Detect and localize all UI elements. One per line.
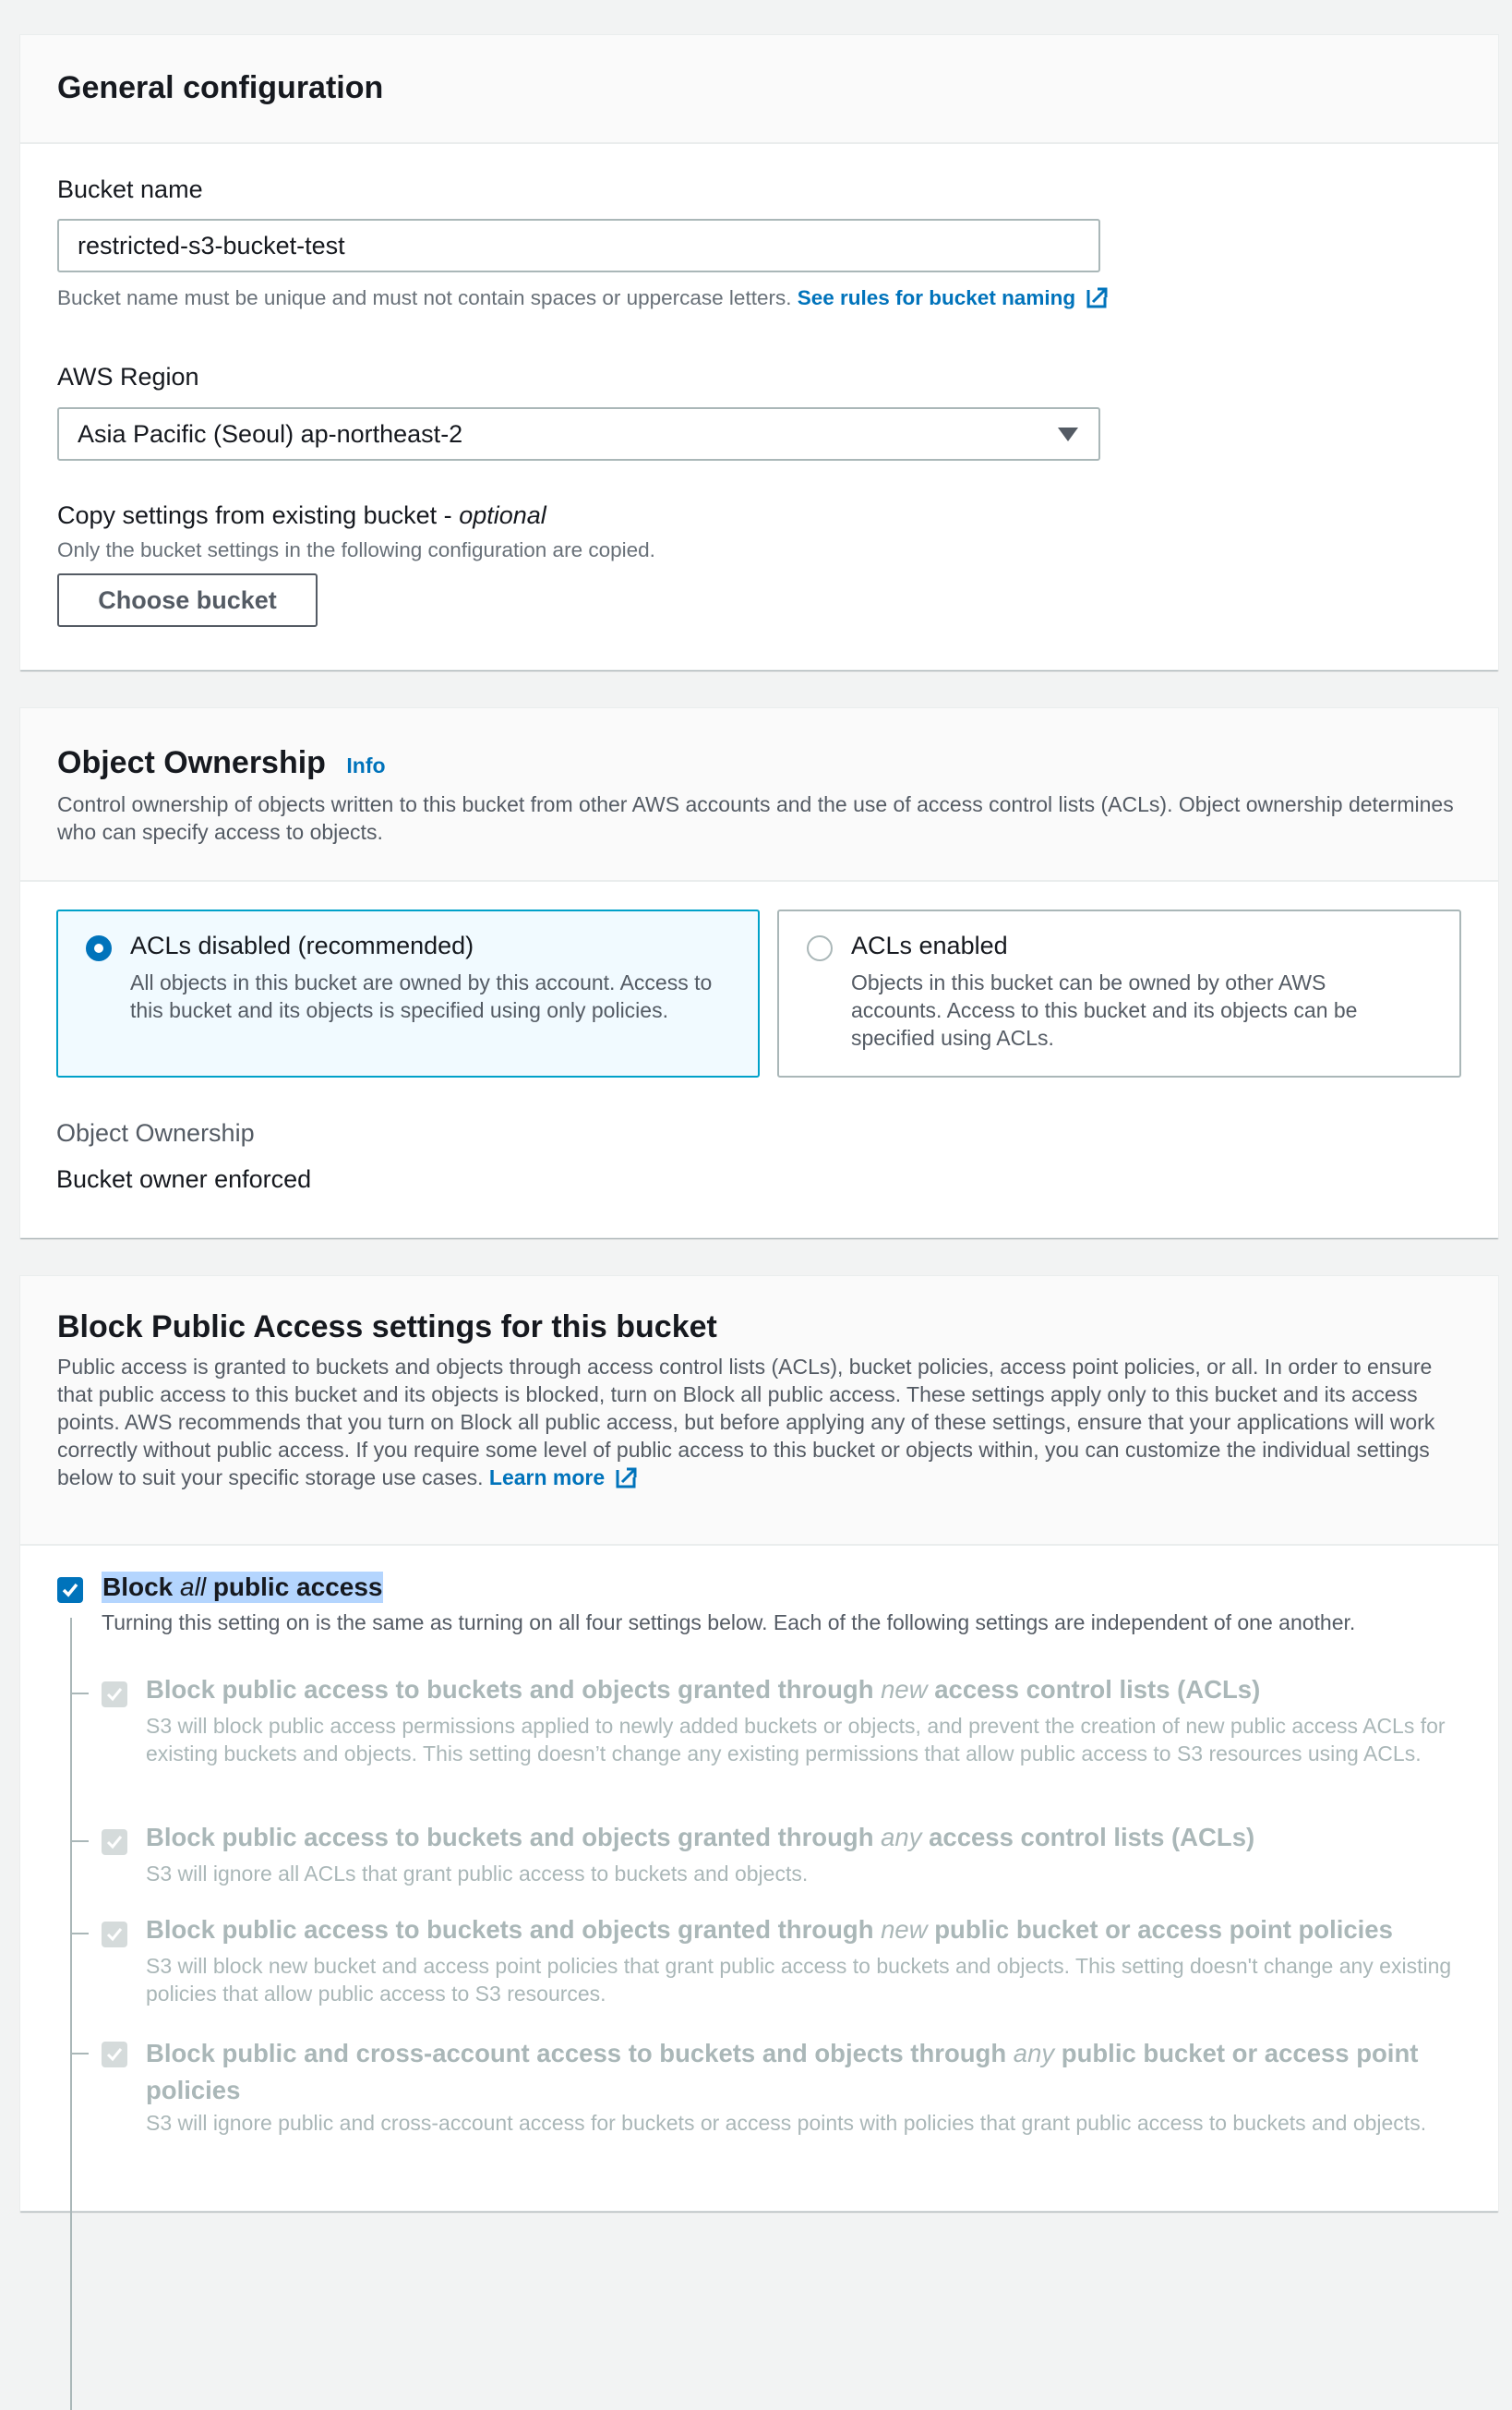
setting-1-desc: S3 will block public access permissions applied to newly added buckets or objects, and prevent the creation of new public access ACLs for existing buckets and objects. This setting doesn’t change any existing permissions that allow public access to S3 resources using ACLs. — [146, 1714, 1446, 1765]
caret-down-icon — [1058, 428, 1078, 441]
setting-3-title — [146, 1915, 1393, 1945]
checkmark-icon — [105, 1685, 124, 1704]
setting-3-title-em: new — [881, 1915, 928, 1944]
checkmark-icon — [105, 1925, 124, 1944]
checkmark-icon — [61, 1581, 79, 1599]
acls-disabled-title: ACLs disabled (recommended) — [130, 932, 474, 959]
setting-4-title-pre: Block public and cross-account access to buckets and objects through — [146, 2039, 1014, 2067]
tree-connector — [70, 1618, 72, 2410]
setting-2-title-post: access control lists (ACLs) — [921, 1823, 1255, 1851]
acls-enabled-option[interactable] — [777, 910, 1461, 1078]
block-all-desc: Turning this setting on is the same as turning on all four settings below. Each of the following settings are independent of one another. — [102, 1610, 1356, 1634]
object-ownership-field-value: Bucket owner enforced — [56, 1165, 312, 1193]
block-all-label-pre: Block — [102, 1573, 181, 1601]
aws-region-value: Asia Pacific (Seoul) ap-northeast-2 — [78, 420, 463, 448]
copy-settings-hint: Only the bucket settings in the following configuration are copied. — [57, 538, 655, 561]
setting-4-desc: S3 will ignore public and cross-account access for buckets or access points with policies that grant public access to buckets and objects. — [146, 2111, 1427, 2135]
block-public-access-description-text: Public access is granted to buckets and objects through access control lists (ACLs), bucket policies, access point policies, or all. In order to ensure that public access to this bucket and its objects is blocked, turn on Block all public access. These settings apply only to this bucket and its access points. AWS recommends that you turn on Block all public access, but before applying any of these settings, ensure that your applications will work correctly without public access. If you require some level of public access to this bucket or objects within, you can customize the individual settings below to suit your specific storage use cases. — [57, 1355, 1435, 1489]
aws-region-label: AWS Region — [57, 363, 199, 391]
aws-region-select[interactable] — [57, 407, 1100, 461]
setting-1-title-post: access control lists (ACLs) — [927, 1675, 1261, 1704]
bucket-name-input[interactable]: restricted-s3-bucket-test — [57, 219, 1100, 272]
checkmark-icon — [105, 2045, 124, 2064]
learn-more-link-text: Learn more — [488, 1465, 606, 1489]
radio-selected-icon[interactable] — [86, 935, 112, 961]
acls-enabled-desc: Objects in this bucket can be owned by other AWS accounts. Access to this bucket and its objects can be specified using ACLs. — [851, 970, 1358, 1050]
copy-settings-label-text: Copy settings from existing bucket - — [57, 501, 460, 529]
setting-2-desc: S3 will ignore all ACLs that grant public access to buckets and objects. — [146, 1862, 809, 1886]
object-ownership-field-label: Object Ownership — [56, 1119, 255, 1147]
bucket-naming-rules-link[interactable] — [798, 286, 1110, 309]
acls-disabled-option[interactable] — [56, 910, 760, 1078]
bucket-name-hint-text: Bucket name must be unique and must not contain spaces or uppercase letters. — [57, 286, 792, 309]
tree-branch — [70, 2053, 89, 2055]
checkmark-icon — [105, 1833, 124, 1851]
setting-2-title-em: any — [881, 1823, 922, 1851]
setting-4-title-em: any — [1013, 2039, 1055, 2067]
setting-1-title-pre: Block public access to buckets and objects granted through — [146, 1675, 882, 1704]
radio-unselected-icon[interactable] — [807, 935, 833, 961]
choose-bucket-button[interactable]: Choose bucket — [57, 573, 318, 627]
tree-branch — [70, 1933, 89, 1934]
setting-4-title-post: public bucket or access point policies — [146, 2039, 1419, 2104]
setting-3-checkbox[interactable] — [102, 1922, 127, 1947]
setting-3-title-pre: Block public access to buckets and objects granted through — [146, 1915, 882, 1944]
tree-branch — [70, 1693, 89, 1694]
block-public-access-description — [57, 1353, 1470, 1491]
block-public-access-header — [20, 1276, 1498, 1546]
object-ownership-header — [20, 708, 1498, 882]
block-all-label-post: public access — [206, 1573, 383, 1601]
setting-4-checkbox[interactable] — [102, 2042, 127, 2067]
setting-2-checkbox[interactable] — [102, 1829, 127, 1855]
acls-disabled-desc: All objects in this bucket are owned by this account. Access to this bucket and its objects is specified using only policies. — [130, 970, 713, 1022]
setting-1-checkbox[interactable] — [102, 1681, 127, 1707]
block-public-access-panel — [19, 1275, 1499, 2211]
bucket-name-hint — [57, 284, 1110, 310]
general-configuration-header — [20, 35, 1498, 144]
tree-branch — [70, 1840, 89, 1842]
block-all-label-em: all — [180, 1573, 207, 1601]
setting-1-title-em: new — [881, 1675, 928, 1704]
external-link-icon — [1085, 284, 1110, 310]
acls-enabled-title: ACLs enabled — [851, 932, 1008, 959]
block-public-access-title: Block Public Access settings for this bucket — [57, 1309, 717, 1344]
object-ownership-title-row — [57, 745, 1461, 781]
block-all-checkbox[interactable] — [57, 1577, 83, 1603]
page-title: General configuration — [57, 70, 384, 105]
object-ownership-description: Control ownership of objects written to this bucket from other AWS accounts and the use of access control lists (ACLs). Object ownership determines who can specify access to objects. — [57, 792, 1454, 844]
optional-tag: optional — [459, 501, 546, 529]
bucket-name-label: Bucket name — [57, 175, 203, 203]
block-all-label[interactable] — [102, 1572, 383, 1603]
info-link[interactable]: Info — [346, 753, 386, 777]
setting-3-title-post: public bucket or access point policies — [927, 1915, 1393, 1944]
setting-4-title — [146, 2035, 1461, 2109]
copy-settings-label — [57, 501, 546, 530]
external-link-icon — [614, 1464, 640, 1490]
setting-3-desc: S3 will block new bucket and access point policies that grant public access to buckets and objects. This setting doesn't change any existing policies that allow public access to S3 resources. — [146, 1954, 1452, 2006]
setting-1-title — [146, 1675, 1260, 1705]
bucket-naming-rules-link-text: See rules for bucket naming — [797, 286, 1076, 309]
learn-more-link[interactable] — [489, 1465, 640, 1489]
setting-2-title-pre: Block public access to buckets and objects granted through — [146, 1823, 882, 1851]
general-configuration-panel — [19, 34, 1499, 670]
setting-2-title — [146, 1823, 1254, 1852]
object-ownership-title: Object Ownership — [57, 745, 326, 780]
